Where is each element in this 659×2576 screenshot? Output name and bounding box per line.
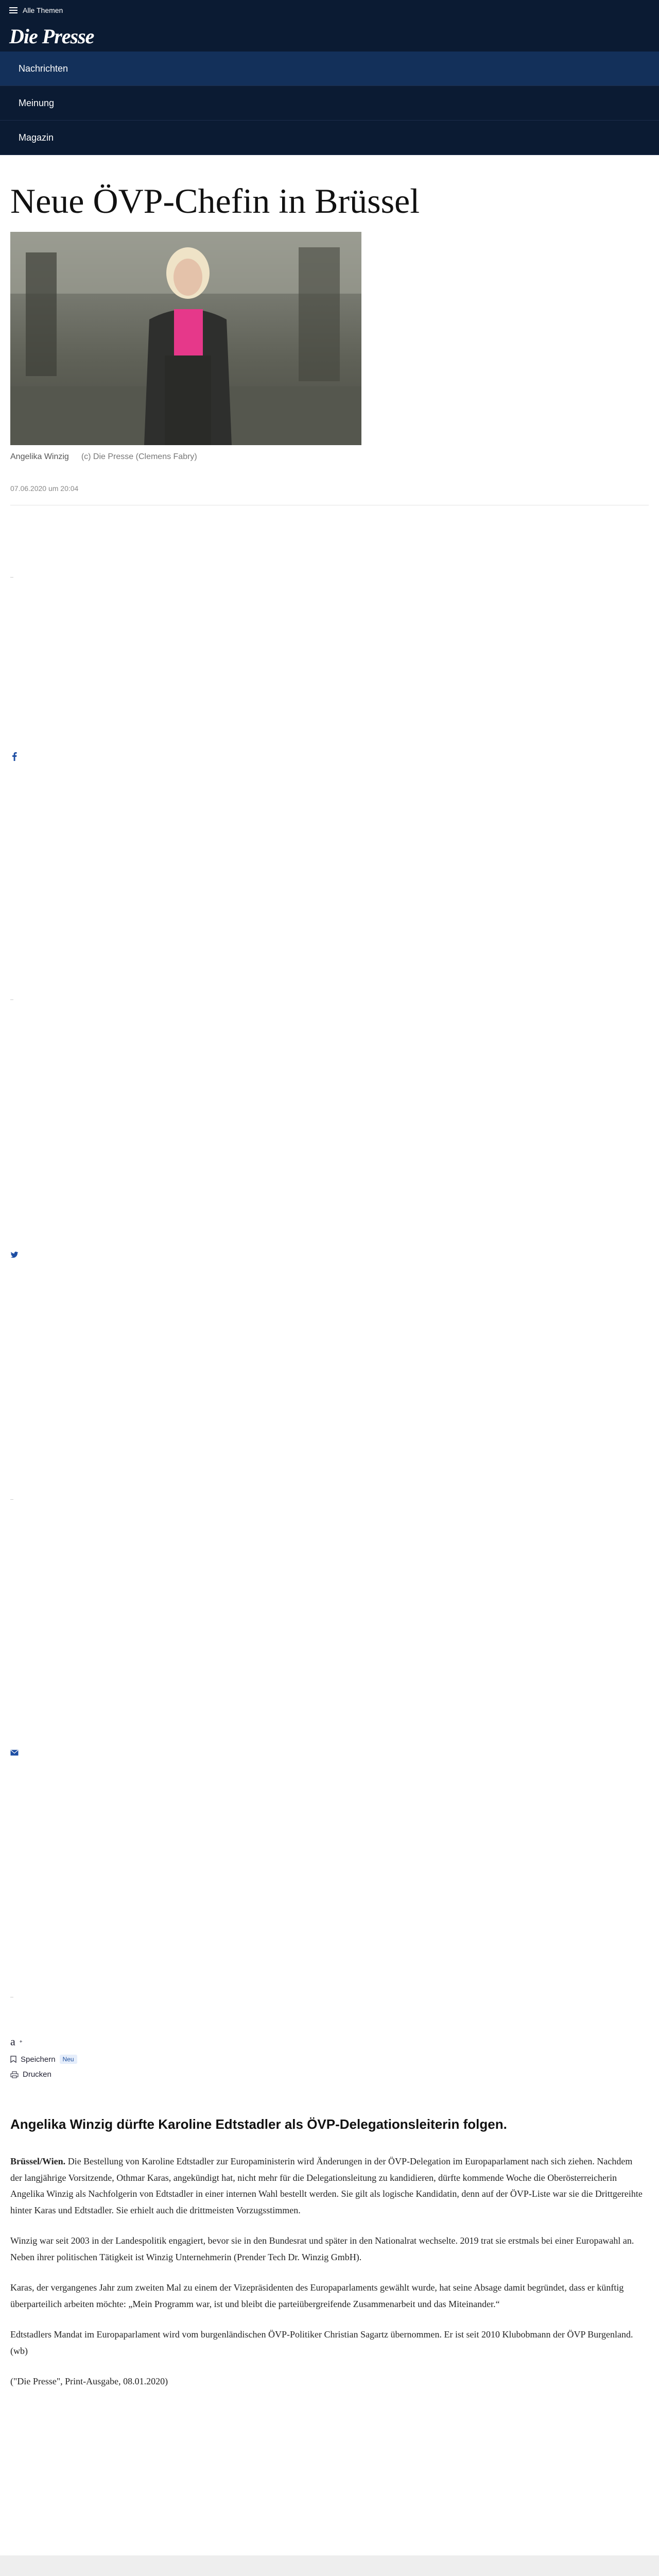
font-size-control[interactable]: a +: [10, 2035, 23, 2048]
print-icon: [10, 2071, 19, 2078]
paragraph: [10, 2154, 644, 2218]
new-badge: Neu: [60, 2055, 77, 2064]
all-topics-link[interactable]: Alle Themen: [23, 6, 63, 14]
hero-photo-illustration: [10, 232, 361, 445]
paragraph: Edtstadlers Mandat im Europaparlament wird vom burgenländischen ÖVP-Politiker Christian Sagartz übernommen. Er ist seit 2010 Klubobmann der ÖVP Burgenland. (wb): [10, 2329, 633, 2356]
article-tools: [10, 2035, 77, 2085]
save-label: Speichern: [21, 2055, 56, 2064]
print-button[interactable]: [10, 2070, 77, 2079]
divider: [10, 577, 13, 578]
paragraph-text: Die Bestellung von Karoline Edtstadler zur Europaministerin wird Änderungen in der ÖVP-Delegation im Europaparlament nach sich ziehen. Nachdem der langjährige Vorsitzende, Othmar Karas, angekündigt hat, nicht mehr für die Delegationsleitung zu kandidieren, dürfte kommende Woche die Oberösterreicherin Angelika Winzig als Nachfolgerin von Edtstadler in einer internen Wahl bestellt werden. Sie gilt als logische Kandidatin, denn auf der ÖVP-Liste war sie die Drittgereihte hinter Karas und Edtstadler. Sie erhielt auch die drittmeisten Vorzugsstimmen.: [10, 2156, 643, 2215]
brand-bar: [0, 21, 659, 52]
nav-item-magazin[interactable]: Magazin: [0, 121, 659, 155]
dateline: Brüssel/Wien.: [10, 2156, 66, 2166]
article-title: Neue ÖVP-Chefin in Brüssel: [10, 181, 420, 221]
paragraph: Winzig war seit 2003 in der Landespolitik engagiert, bevor sie in den Bundesrat und später in den Nationalrat wechselte. 2019 trat sie erstmals bei einer Europawahl an. Neben ihrer politischen Tätigkeit ist Winzig Unternehmerin (Prender Tech Dr. Winzig GmbH).: [10, 2235, 634, 2262]
save-button[interactable]: [10, 2055, 77, 2064]
font-size-icon[interactable]: a: [10, 2035, 15, 2048]
nav-item-nachrichten[interactable]: Nachrichten: [0, 52, 659, 86]
article-lead: Angelika Winzig dürfte Karoline Edtstadler als ÖVP-Delegationsleiterin folgen.: [10, 2116, 507, 2132]
source-note: ("Die Presse", Print-Ausgabe, 08.01.2020): [10, 2376, 168, 2386]
divider: [10, 1499, 13, 1500]
main-navigation: [0, 52, 659, 155]
hero-photo: [10, 232, 361, 445]
twitter-icon[interactable]: [10, 1250, 19, 1260]
email-share-icon[interactable]: [10, 1748, 19, 1758]
article-date: 07.06.2020 um 20:04: [10, 484, 79, 493]
menu-icon[interactable]: [9, 7, 18, 13]
site-logo[interactable]: Die Presse: [9, 24, 94, 48]
bookmark-icon: [10, 2056, 16, 2063]
article-header: [0, 182, 659, 505]
article-body: [10, 2154, 644, 2404]
top-bar: [0, 0, 659, 21]
divider: [10, 999, 13, 1000]
more-section: [0, 2555, 659, 2576]
facebook-icon[interactable]: [10, 751, 19, 761]
paragraph: Karas, der vergangenes Jahr zum zweiten Mal zu einem der Vizepräsidenten des Europaparlaments gewählt wurde, hat seine Absage damit begründet, dass er künftig überparteilich arbeiten möchte: „Mein Programm war, ist und bleibt die parteiübergreifende Zusammenarbeit und das Miteinander.“: [10, 2282, 624, 2309]
print-label: Drucken: [23, 2070, 51, 2079]
nav-item-meinung[interactable]: Meinung: [0, 86, 659, 121]
photo-caption-text: Angelika Winzig: [10, 452, 69, 461]
photo-credit: (c) Die Presse (Clemens Fabry): [81, 452, 197, 461]
photo-caption: [10, 452, 659, 462]
